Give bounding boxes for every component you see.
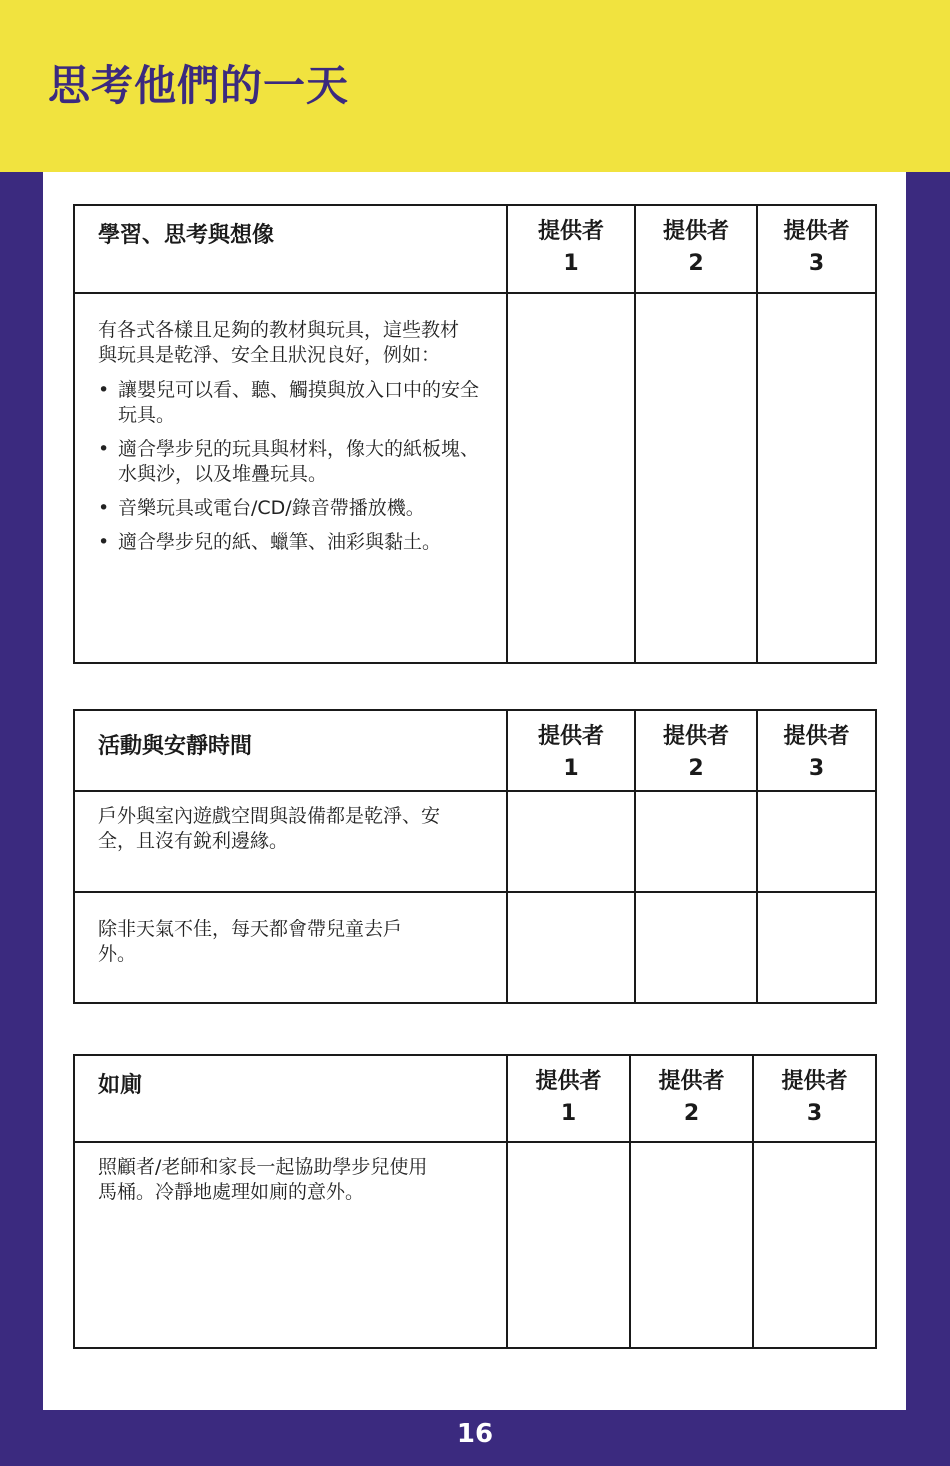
provider-2-header: 提供者 2 [630,1055,753,1142]
provider-3-header: 提供者 3 [757,710,876,791]
checklist-item [74,293,507,663]
provider-1-header: 提供者 1 [507,1055,630,1142]
provider-3-header: 提供者 3 [757,205,876,293]
provider-3-check-cell[interactable] [753,1142,876,1348]
table-header-row [74,710,876,791]
provider-1-check-cell[interactable] [507,293,635,663]
title-banner [0,0,950,172]
provider-2-header: 提供者 2 [635,710,757,791]
item-text: 有各式各樣且足夠的教材與玩具，這些教材與玩具是乾淨、安全且狀況良好，例如： [98,319,460,366]
section-title: 如廁 [74,1055,507,1142]
provider-2-header: 提供者 2 [635,205,757,293]
provider-2-check-cell[interactable] [635,293,757,663]
bullet-item: • 適合學步兒的玩具與材料，像大的紙板塊、水與沙，以及堆疊玩具。 [98,437,486,487]
table-row [74,791,876,892]
checklist-item [74,1142,507,1348]
bullet-item: • 音樂玩具或電台/CD/錄音帶播放機。 [98,496,486,521]
table-header-row [74,1055,876,1142]
table-row [74,892,876,1003]
bullet-item: • 讓嬰兒可以看、聽、觸摸與放入口中的安全玩具。 [98,378,486,428]
item-text: 照顧者/老師和家長一起協助學步兒使用馬桶。冷靜地處理如廁的意外。 [98,1156,428,1203]
bullet-item: • 適合學步兒的紙、蠟筆、油彩與黏土。 [98,530,486,555]
provider-1-check-cell[interactable] [507,892,635,1003]
bullet-list [98,378,486,555]
provider-1-header: 提供者 1 [507,710,635,791]
checklist-table-activity [73,709,877,1004]
table-row [74,293,876,663]
provider-3-check-cell[interactable] [757,892,876,1003]
provider-3-header: 提供者 3 [753,1055,876,1142]
provider-2-check-cell[interactable] [635,892,757,1003]
provider-1-check-cell[interactable] [507,1142,630,1348]
provider-2-check-cell[interactable] [635,791,757,892]
page-number: 16 [456,1419,494,1449]
table-row [74,1142,876,1348]
table-header-row [74,205,876,293]
section-title: 活動與安靜時間 [74,710,507,791]
checklist-item [74,892,507,1003]
provider-3-check-cell[interactable] [757,293,876,663]
section-title: 學習、思考與想像 [74,205,507,293]
checklist-table-toileting [73,1054,877,1349]
page-title: 思考他們的一天 [48,61,350,110]
item-text: 除非天氣不佳，每天都會帶兒童去戶外。 [98,918,403,965]
provider-2-check-cell[interactable] [630,1142,753,1348]
checklist-item [74,791,507,892]
provider-3-check-cell[interactable] [757,791,876,892]
item-text: 戶外與室內遊戲空間與設備都是乾淨、安全，且沒有銳利邊緣。 [98,805,441,852]
provider-1-header: 提供者 1 [507,205,635,293]
provider-1-check-cell[interactable] [507,791,635,892]
checklist-table-learning [73,204,877,664]
